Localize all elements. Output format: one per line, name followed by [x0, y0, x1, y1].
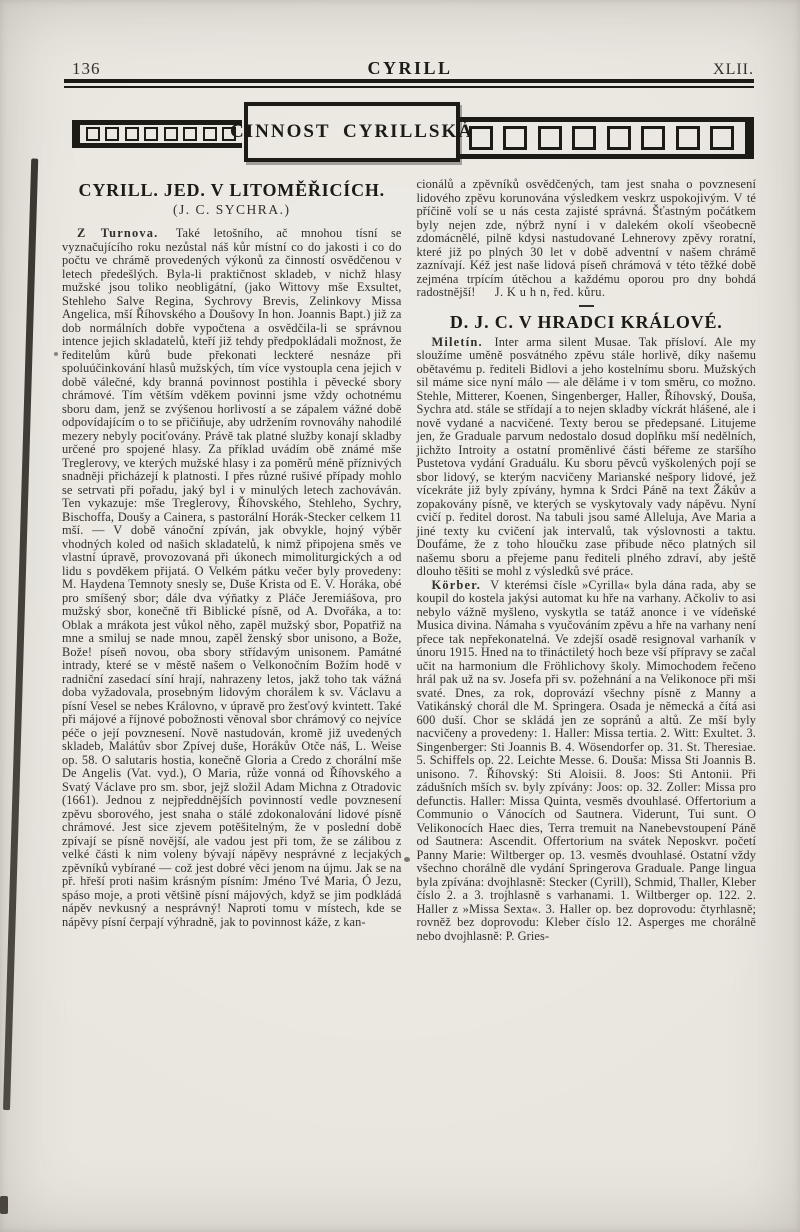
ornament-square — [125, 127, 139, 141]
article-lead-turnov: Z Turnova. — [77, 226, 159, 240]
left-column — [62, 178, 402, 943]
journal-title: CYRILL — [367, 58, 453, 78]
ornament-square — [676, 126, 700, 150]
continuation-text: cionálů a zpěvníků osvědčených, tam jest snaha o povznesení lidového zpěvu korunována výsledkem veskrz uspokojivým. V té příčině volí se u nás cesta zajisté správná. Šťastným počátkem byly nejen zde, nýbrž nyní i v dalekém okolí všeobecně zdomácnělé, pilně kdysi nastudované Lehnerovy zpěvy roratní, které již po plných 30 let v době adventní v našem chrámě zaznívají. Kéž jest naše lidová píseň chrámová v této těžké době zejména trpícím útěchou a každému oporou pro dny bohdá radostnější! — [416, 177, 756, 299]
ornament-square — [105, 127, 119, 141]
header-rule — [64, 79, 754, 88]
ornament-square — [164, 127, 178, 141]
ornament-square — [710, 126, 734, 150]
ornament-square — [144, 127, 158, 141]
article-paragraph-korber — [417, 579, 757, 944]
article-heading-litomerice: CYRILL. JED. V LITOMĚŘICÍCH. — [78, 180, 385, 200]
ornament-squares-left — [72, 120, 242, 148]
scan-artifact-blot — [0, 1196, 8, 1214]
ornament-squares-right — [458, 117, 754, 159]
banner-title-box — [230, 102, 474, 162]
article-subheading-author: (J. C. SYCHRA.) — [173, 202, 291, 217]
article-paragraph-continuation — [417, 178, 757, 300]
ornament-square — [538, 126, 562, 150]
article-lead-korber: Körber. — [431, 577, 482, 592]
ornament-square — [641, 126, 665, 150]
ornament-square — [183, 127, 197, 141]
article-text-korber: V kterémsi čísle »Cyrilla« byla dána rada, aby se koupil do kostela jakýsi automat ku hře na varhany. Ačkoliv to asi nebylo vážně myšleno, vyskytla se tatáž anonce i ve vídeňské Musica divina. Námaha s vyučováním zpěvu a hře na varhany není přece tak nepřekonatelná. Ve zdejší osadě resignoval varhaník v únoru 1915. Hned na to třináctiletý hoch beze vší přípravy se začal učit na harmonium dle Fröhlichovy školy. Mimochodem řečeno hrál pak už na sv. Josefa při sv. požehnání a na Velikonoce při mši svaté. Dnes, za rok, doprovází všechny písně z Manny a Vatikánský chorál dle M. Springera. Osada je německá a čítá asi 600 duší. Chor se skládá jen ze sopránů a altů. Ze mší byly nacvičeny a provedeny: 1. Haller: Missa tertia. 2. Witt: Exultet. 3. Singenberger: Sti Joannis B. 4. Wösendorfer op. 31. St. Theresiae. 5. Schiffels op. 22. Leichte Messe. 6. Douša: Missa Sti Joannis B. unisono. 7. Říhovský: Sti Aloisii. 8. Joos: Sti Antonii. Při zádušních mších sv. byly zpívány: Joos: op. 32. Zoller: Missa pro defunctis. Haller: Missa Quinta, vesměs dvouhlasé. Offertorium a Communio o Vánocích od Sautnera. Viderunt, Tui sunt. O Velikonocích Haec dies, Terra tremuit na Nanebevstoupení Páně od Sautnera: Ascendit. Offertorium na svátek Neposkvr. početí Panny Marie: Wiltberger op. 13. vesměs dvouhlasé. Ostatní vždy všechno chorálně dle vydání Springerova Graduale. Pange lingua byla zpívána: dvojhlasně: Stecker (Cyrill), Schmid, Thaller, Kleber číslo 2. a 3. trojhlasně s varhanami. 1. Wiltberger op. 122. 2. Haller z »Missa Sexta«. 3. Haller op. bez doprovodu: čtyrhlasně; rovněž bez doprovodu: Kleber číslo 12. Asperges me chorálně nebo dvojhlasně: P. Gries- — [416, 577, 756, 943]
article-lead-miletin: Miletín. — [431, 334, 483, 349]
volume-number: XLII. — [713, 61, 754, 78]
section-divider-dash — [579, 305, 594, 307]
article-text-turnov: Také letošního, ač mnohou tísní se vyznačujícího roku nezůstal náš kůr místní co do jakosti i co do počtu ve chrámě provedených výkonů za činností osvědčenou v letech předešlých. Byla-li praktičnost skladeb, v nichž hlasy mužské jsou toliko neobligátní, (jako Wittovy mše Exsultet, Stehleho Salve Regina, Sychrovy Brevis, Zelinkovy Missa Angelica, mší Říhovského a Doušovy In hon. Joannis Bapt.) již za dob normálních dobře vypočtena a osvědčila-li se správnou intence jejich skladatelů, kteří již tehdy předpokládali možnost, že ředitelům kůrů bude překonati leckteré nesnáze při spoluúčinkování hlasů mužských, tím více vystoupla cena jejich v době válečné, kdy branná povinnost postihla i pěvecké sbory chrámové. Tím větším vděkem povinni jsme vždy ochotnému sboru dam, jenž se zvýšenou horlivostí a se zápalem vážné době odpovídajícím o to se přičiňuje, aby udržením rovnováhy nahodilé mezery nebyly pociťovány. Právě tak platné služby konají skladby určené pro spojené hlasy. Za příklad uvádím obě známé mše Treglerovy, ve kterých mužské hlasy i za poměrů méně příznivých snadněji přicházejí k platnosti. I přes různé rušivé případy mohlo se setrvati při pořadu, jaký byl i v minulých letech zachováván. Ten vykazuje: mše Treglerovy, Říhovského, Stehleho, Sychry, Bischoffa, Doušy a Cainera, s pastorální Horák-Stecker celkem 11 mší. — V době vánoční zpíván, jak obvykle, hojný výběr vhodných koled od našich skladatelů, k nimž připojena směs ve vlastní úpravě, provozovaná při úkonech mimoliturgických a od lidu s povděkem přijatá. O Velkém pátku večer byly provedeny: M. Haydena Temnoty snesly se, Duše Krista od E. V. Horáka, obé pro smíšený sbor; dále dva výňatky z Pláče Jeremiášova, pro mužský sbor, konečně tři Biblické písně, od A. Dvořáka, a to: Oblak a mrákota jest vůkol něho, zapěl mužský sbor, Popatřiž na mne a smiluj se nade mnou, zapěl ženský sbor unisono, a Bože, Bože! píseň novou, oba sbory střídavým unisonem. Památné intrady, které se v městě našem o Velkonočním Božím hodě v radniční zasedací síní hrají, nahrazeny letos, jakž toho tak vážná doba vyžadovala, prosebným lidovým chorálem k sv. Václavu a písní Vesel se nebes Královno, v úpravě pro žesťový kvintett. Také při májové a říjnové pobožnosti věnoval sbor chrámový co nejvíce péče o její povznesení. Nově nastudován, kromě již uvedených skladeb, Malátův sbor Zpívej duše, Horákův Otče náš, L. Weise op. 58. O salutaris hostia, konečně Gloria a Credo z chorální mše De Angelis (Vat. vyd.), O Maria, růže vonná od Říhovského a Svatý Václave pro sm. sbor, jejž složil Adam Michna z Otradovic (1661). Jednou z nejpředdnějších povinností vedle povznesení zpěvu sborového, jest snaha o stálé zdokonalování lidové písně chrámové. Jest sice zjevem potěšitelným, že v poslední době zpívají se písně novější, ale vadou jest při tom, že se zálibou z velké části k nim voleny bývají nápěvy nesprávné z lecjakých zpěvníků vybírané — což jest dobré věci jenom na újmu. Jak se na př. hřeší proti našim krásným písním: Jméno Tvé Maria, Ó Jezu, spáso moje, a proti většině písní májových, když se jim podkládá nápěv nevkusný a nesprávný! Naproti tomu v místech, kde se nápěvy písní čerpají výhradně, jak to povinnost káže, z kan- — [62, 226, 402, 929]
article-paragraph-miletin — [417, 336, 757, 579]
ornament-square — [469, 126, 493, 150]
ornament-square — [503, 126, 527, 150]
ornament-square — [86, 127, 100, 141]
article-text-miletin: Inter arma silent Musae. Tak přísloví. Ale my sloužíme uměně posvátného zpěvu stále horlivě, díky našemu obětavému p. řediteli Bidlovi a jeho kostelnímu sboru. Mužských sil máme sice nyní málo — ale děláme i v tom směru, co možno. Stehle, Mitterer, Koenen, Singenberger, Haller, Říhovský, Douša, Sychra atd. stále se střídají a to nejen skladby víckrát hlášené, ale i nově vydané a nacvičené. Texty berou se předepsané. Litujeme jen, že Graduale parvum nedostalo dosud doplňku mší nedělních, jichžto Introity a ostatní proměnlivé části béřeme ze staršího Pustetova vydání Graduálu. Ku sboru pěvců vyškolených pojí se sbor lidový, se kterým nacvičeny Marianské nešpory lidové, jež vícekráte již byly zpívány, hymna k Srdci Páně na text Žákův a zopakovány písně, ve kterých se vyskytovaly vady nápěvu. Nyní cvičí p. ředitel dorost. Na tabuli jsou samé Alleluja, Ave Maria a jiné texty ku cvičení jak intervalů, tak výslovnosti a taktu. Doufáme, že z toho hloučku zase přibude něco platných sil našemu sboru a přejeme panu řediteli plného zdraví, aby ještě dlouho těšiti se mohl z výsledků své práce. — [416, 334, 757, 578]
article-paragraph-turnov — [62, 227, 402, 929]
right-column — [417, 178, 757, 943]
article-heading-hradec: D. J. C. V HRADCI KRÁLOVÉ. — [449, 311, 723, 332]
banner-title: ČINNOST CYRILLSKÁ — [230, 121, 474, 142]
ornament-square — [203, 127, 217, 141]
ornament-square — [572, 126, 596, 150]
page-header — [66, 57, 754, 79]
article-columns — [62, 178, 756, 943]
section-banner — [66, 100, 754, 164]
scan-artifact-speck — [54, 352, 58, 356]
scan-artifact-edge-line — [3, 158, 38, 1110]
signature-kuhn: J. K u h n, řed. kůru. — [494, 285, 606, 299]
ornament-square — [607, 126, 631, 150]
page-number: 136 — [72, 59, 101, 78]
